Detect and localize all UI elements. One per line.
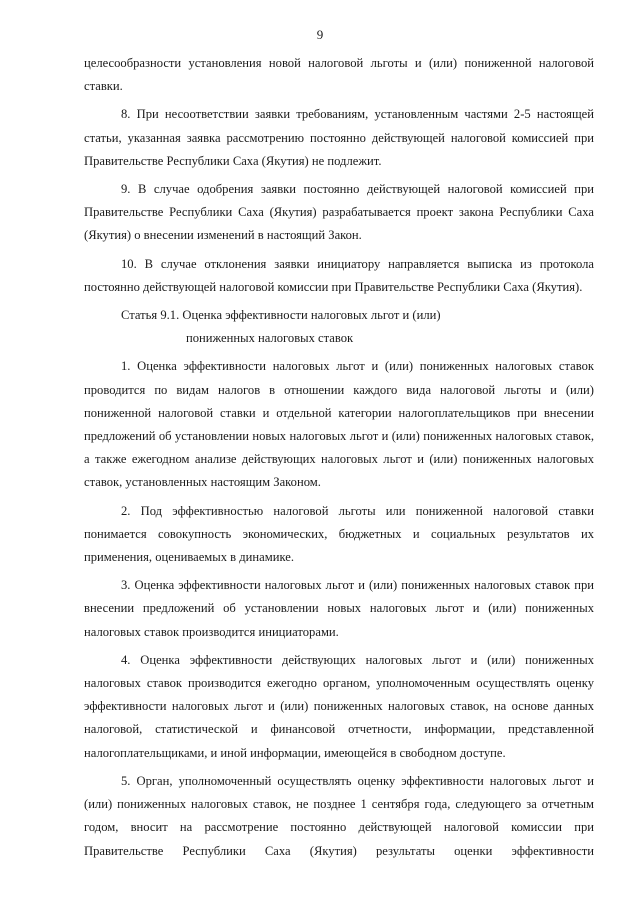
- article-item-1: 1. Оценка эффективности налоговых льгот и (или) пониженных налоговых ставок проводится по видам налогов в отношении каждого вида налоговой льготы и (или) пониженной налоговой ставки и отдельной категории налогоплательщиков при внесении предложений об установлении новых налоговых льгот и (или) пониженных налоговых ставок, а также ежегодном анализе действующих налоговых льгот и (или) пониженных налоговых ставок, установленных настоящим Законом.: [84, 359, 594, 490]
- document-body: [84, 52, 594, 868]
- article-heading-line-1: Статья 9.1. Оценка эффективности налоговых льгот и (или): [121, 308, 441, 323]
- article-item-5: 5. Орган, уполномоченный осуществлять оценку эффективности налоговых льгот и (или) пониженных налоговых ставок, не позднее 1 сентября года, следующего за отчетным годом, вносит на рассмотрение постоянно действующей налоговой комиссии при Правительстве Республики Саха (Якутия) результаты оценки эффективности: [84, 773, 594, 858]
- paragraph-8: 8. При несоответствии заявки требованиям, установленным частями 2-5 настоящей статьи, указанная заявка рассмотрению постоянно действующей налоговой комиссией при Правительстве Республики Саха (Якутия) не подлежит.: [84, 107, 594, 168]
- paragraph-9: 9. В случае одобрения заявки постоянно действующей налоговой комиссией при Правительстве Республики Саха (Якутия) разрабатывается проект закона Республики Саха (Якутия) о внесении изменений в настоящий Закон.: [84, 182, 594, 243]
- paragraph-continuation: целесообразности установления новой налоговой льготы и (или) пониженной налоговой ставки.: [84, 56, 594, 94]
- article-item-4: 4. Оценка эффективности действующих налоговых льгот и (или) пониженных налоговых ставок производится ежегодно органом, уполномоченным осуществлять оценку эффективности налоговых льгот и (или) пониженных налоговых ставок, на основе данных налоговой, статистической и финансовой отчетности, информации, представленной налогоплательщиками, и иной информации, имеющейся в свободном доступе.: [84, 652, 594, 760]
- article-heading-line-2: пониженных налоговых ставок: [186, 331, 354, 346]
- page-number: 9: [316, 27, 324, 42]
- article-item-2: 2. Под эффективностью налоговой льготы или пониженной налоговой ставки понимается совокупность экономических, бюджетных и социальных результатов их применения, оцениваемых в динамике.: [84, 503, 594, 565]
- article-item-3: 3. Оценка эффективности налоговых льгот и (или) пониженных налоговых ставок при внесении предложений об установлении новых налоговых льгот и (или) пониженных налоговых ставок производится инициаторами.: [84, 578, 594, 639]
- paragraph-10: 10. В случае отклонения заявки инициатору направляется выписка из протокола постоянно действующей налоговой комиссии при Правительстве Республики Саха (Якутия).: [84, 256, 594, 294]
